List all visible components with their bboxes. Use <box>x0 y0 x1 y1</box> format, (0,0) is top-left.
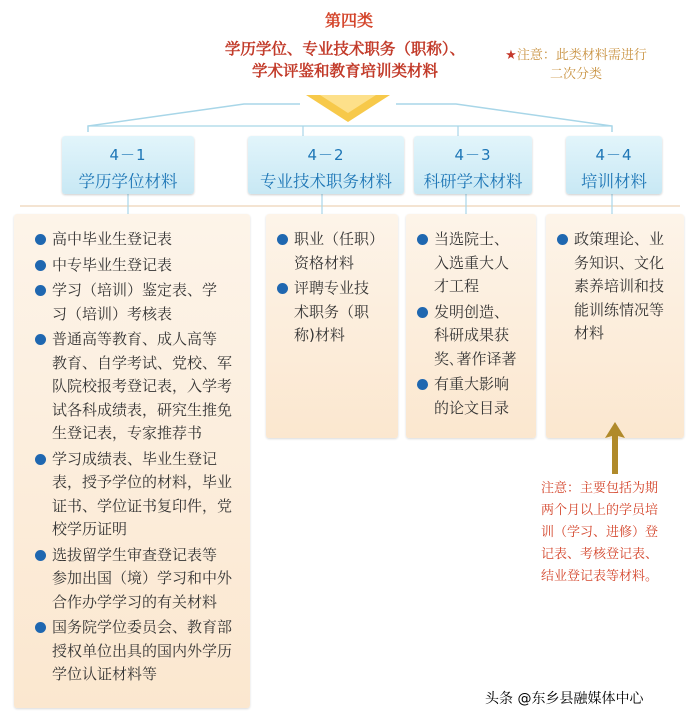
up-arrow-icon <box>604 422 626 474</box>
category-box-4-1 <box>62 136 194 194</box>
list-item-line: 职业（任职） <box>294 230 385 248</box>
bottom-note-line: 两个月以上的学员培 <box>541 503 659 518</box>
list-item-line: 当选院士、 <box>434 230 510 248</box>
list-item-line: 素养培训和技 <box>574 277 665 295</box>
main-title-line1: 学历学位、专业技术职务（职称）、 <box>224 39 466 58</box>
list-item-line: 入选重大人 <box>434 253 510 272</box>
bullet-icon <box>417 379 428 390</box>
list-item-line: 材料 <box>574 324 605 342</box>
list-item-line: 校学历证明 <box>52 520 128 538</box>
list-item-line: 发明创造、 <box>434 302 510 321</box>
list-item <box>34 254 242 278</box>
main-title <box>200 38 490 82</box>
bullet-icon <box>35 550 46 561</box>
list-item-line: 教育、自学考试、党校、军 <box>52 353 233 372</box>
bullet-icon <box>277 283 288 294</box>
bottom-note <box>541 478 691 588</box>
bottom-note-line: 注意：主要包括为期 <box>541 481 659 496</box>
list-item-line: 高中毕业生登记表 <box>52 230 173 248</box>
category-title: 第四类 <box>324 11 373 30</box>
list-item <box>34 228 242 252</box>
list-item-line: 才工程 <box>434 277 480 295</box>
category-code: 4－1 <box>109 146 147 164</box>
bullet-icon <box>35 454 46 465</box>
list-item <box>34 328 242 446</box>
bracket-line <box>88 104 300 132</box>
list-item-line: 科研成果获 <box>434 326 510 344</box>
category-code: 4－2 <box>307 146 345 164</box>
list-item <box>276 277 394 348</box>
panel-4-2 <box>266 214 398 438</box>
list-item-line: 学习成绩表、毕业生登记 <box>52 449 218 468</box>
list-item-line: 参加出国（境）学习和中外 <box>52 569 233 587</box>
bullet-icon <box>35 334 46 345</box>
list-item-line: 队院校报考登记表，入学考 <box>52 377 233 395</box>
list-item <box>416 373 532 420</box>
list-item-line: 奖､著作译著 <box>434 349 517 368</box>
panel-4-4 <box>546 214 684 438</box>
list-item-line: 证书、学位证书复印件，党 <box>52 496 233 515</box>
list-item-line: 有重大影响 <box>434 375 510 393</box>
list-item-line: 称)材料 <box>294 326 345 344</box>
list-item-line: 务知识、文化 <box>574 253 665 272</box>
top-note-line1: 注意：此类材料需进行 <box>516 48 647 63</box>
list-item-line: 资格材料 <box>294 253 355 272</box>
star-icon: ★ <box>505 48 517 63</box>
bullet-icon <box>417 307 428 318</box>
list-item <box>34 279 242 326</box>
list-item-line: 政策理论、业 <box>574 230 665 248</box>
category-box-4-4 <box>566 136 662 194</box>
bullet-icon <box>35 260 46 271</box>
list-item-line: 的论文目录 <box>434 398 510 417</box>
watermark: 头条 @东乡县融媒体中心 <box>485 691 644 707</box>
category-name: 学历学位材料 <box>78 172 178 191</box>
list-item <box>34 616 242 687</box>
list-item-line: 普通高等教育、成人高等 <box>52 330 218 348</box>
category-code: 4－4 <box>595 146 633 164</box>
panel-4-1 <box>14 214 250 708</box>
list-item-line: 能训练情况等 <box>574 300 665 319</box>
category-box-4-2 <box>248 136 404 194</box>
list-item <box>416 228 532 299</box>
main-title-line2: 学术评鉴和教育培训类材料 <box>251 61 438 80</box>
list-item <box>416 301 532 372</box>
list-item <box>276 228 394 275</box>
category-name: 培训材料 <box>581 172 647 191</box>
bottom-note-line: 结业登记表等材料。 <box>541 569 659 584</box>
category-box-4-3 <box>414 136 532 194</box>
list-item-line: 合作办学学习的有关材料 <box>52 592 218 611</box>
list-item <box>34 544 242 615</box>
bullet-icon <box>35 622 46 633</box>
bottom-note-line: 记表、考核登记表、 <box>541 547 659 562</box>
list-item-line: 评聘专业技 <box>294 279 370 297</box>
panel-4-3 <box>406 214 536 438</box>
list-item-line: 选拔留学生审查登记表等 <box>52 545 218 564</box>
category-code: 4－3 <box>454 146 492 164</box>
list-item-line: 生登记表，专家推荐书 <box>52 424 203 442</box>
bullet-icon <box>35 285 46 296</box>
list-item <box>34 448 242 542</box>
list-item-line: 中专毕业生登记表 <box>52 255 173 274</box>
list-item <box>556 228 680 346</box>
top-note-line2: 二次分类 <box>549 67 602 82</box>
list-item-line: 学位认证材料等 <box>52 665 158 683</box>
list-item-line: 授权单位出具的国内外学历 <box>52 641 233 660</box>
list-item-line: 习（培训）考核表 <box>52 304 173 323</box>
bullet-icon <box>277 234 288 245</box>
list-item-line: 术职务（职 <box>294 302 370 321</box>
bullet-icon <box>557 234 568 245</box>
category-name: 专业技术职务材料 <box>260 172 392 191</box>
list-item-line: 学习（培训）鉴定表、学 <box>52 281 218 299</box>
list-item-line: 试各科成绩表，研究生推免 <box>52 400 233 419</box>
list-item-line: 表，授予学位的材料，毕业 <box>52 473 233 491</box>
bullet-icon <box>417 234 428 245</box>
category-name: 科研学术材料 <box>423 172 523 191</box>
bottom-note-line: 训（学习、进修）登 <box>541 525 659 540</box>
list-item-line: 国务院学位委员会、教育部 <box>52 618 233 636</box>
bullet-icon <box>35 234 46 245</box>
top-note <box>486 46 666 84</box>
